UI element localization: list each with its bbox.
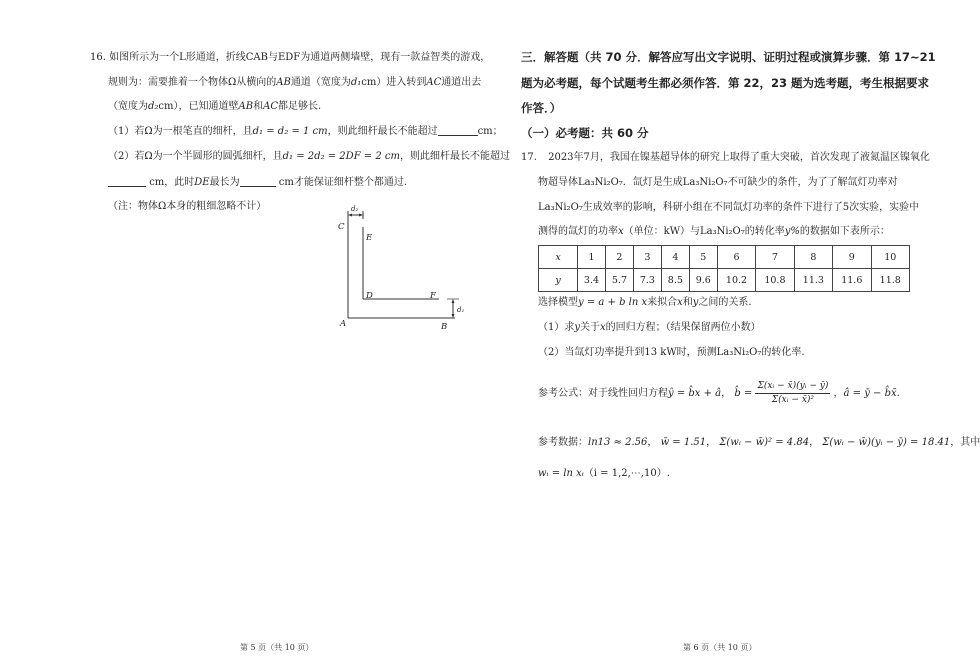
label-c: C bbox=[338, 222, 345, 232]
reference-data-cont: wᵢ = ln xᵢ（i = 1,2,⋯,10）. bbox=[538, 468, 670, 479]
table-cell: 7 bbox=[756, 246, 794, 269]
q16-line2: 规则为：需要推着一个物体Ω从横向的AB通道（宽度为d₁cm）进入转到AC通道出去 bbox=[108, 77, 482, 88]
table-row-y bbox=[539, 269, 910, 292]
question-number: 17. bbox=[521, 152, 537, 163]
q17-line2: 物超导体La₃Ni₂O₇．氙灯是生成La₃Ni₂O₇不可缺少的条件，为了了解氙灯功率对 bbox=[538, 177, 898, 188]
answer-blank[interactable] bbox=[438, 125, 478, 136]
table-row-x bbox=[539, 246, 910, 269]
table-header-x: x bbox=[539, 246, 578, 269]
q16-line3: （宽度为d₂cm），已知通道壁AB和AC都足够长. bbox=[108, 101, 322, 112]
q17-line4: 测得的氙灯的功率x（单位：kW）与La₃Ni₂O₇的转化率y%的数据如下表所示： bbox=[538, 226, 890, 237]
table-cell: 9.6 bbox=[689, 269, 717, 292]
q16-part2-cont: cm，此时DE最长为 cm才能保证细杆整个都通过. bbox=[108, 176, 407, 190]
label-d1: d₁ bbox=[457, 306, 465, 314]
table-cell: 11.3 bbox=[794, 269, 832, 292]
label-d: D bbox=[366, 291, 373, 301]
q17-line3: La₃Ni₂O₇生成效率的影响，科研小组在不同氙灯功率的条件下进行了5次实验，实验中 bbox=[538, 202, 920, 213]
table-cell: 10 bbox=[871, 246, 909, 269]
regression-fraction: $\frac{\text{Σ(xᵢ − x̄)(yᵢ − ȳ)}}{\text{Σ(xᵢ − x̄)²}}$ bbox=[757, 381, 829, 405]
table-cell: 8.5 bbox=[661, 269, 689, 292]
table-cell: 5 bbox=[689, 246, 717, 269]
table-cell: 6 bbox=[717, 246, 755, 269]
label-b: B bbox=[441, 322, 448, 332]
l-channel-figure bbox=[335, 205, 475, 335]
table-header-y: y bbox=[539, 269, 578, 292]
table-cell: 3.4 bbox=[578, 269, 606, 292]
table-cell: 7.3 bbox=[633, 269, 661, 292]
q16-part2: （2）若Ω为一个半圆形的圆弧细杆，且d₁ = 2d₂ = 2DF = 2 cm，则此细杆最长不能超过 bbox=[108, 151, 510, 162]
label-d2: d₂ bbox=[351, 205, 359, 213]
table-cell: 2 bbox=[605, 246, 633, 269]
table-cell: 11.8 bbox=[871, 269, 909, 292]
q17-sub1: （1）求y关于x的回归方程；（结果保留两位小数） bbox=[538, 322, 761, 333]
label-e: E bbox=[366, 233, 373, 243]
table-cell: 10.2 bbox=[717, 269, 755, 292]
page-footer-left: 第 5 页（共 10 页） bbox=[240, 643, 314, 652]
reference-data: 参考数据：ln13 ≈ 2.56， w̄ = 1.51， Σ(wᵢ − w̄)² = 4.84， Σ(wᵢ − w̄)(yᵢ − ȳ) = 18.41，其中 bbox=[538, 437, 980, 448]
table-cell: 9 bbox=[833, 246, 871, 269]
reference-formula: 参考公式：对于线性回归方程ŷ = b̂x + â， b̂ = $\frac{\text{Σ(xᵢ − x̄)(yᵢ − ȳ)}}{\text{Σ(xᵢ − x̄)²}}$ ，â = ȳ − b̂x̄. bbox=[538, 381, 900, 405]
table-cell: 1 bbox=[578, 246, 606, 269]
table-cell: 5.7 bbox=[605, 269, 633, 292]
table-cell: 3 bbox=[633, 246, 661, 269]
data-table bbox=[538, 245, 910, 292]
q17-model: 选择模型y = a + b ln x来拟合x和y之间的关系. bbox=[538, 297, 752, 308]
table-cell: 10.8 bbox=[756, 269, 794, 292]
page-footer-right: 第 6 页（共 10 页） bbox=[683, 643, 757, 652]
table-cell: 4 bbox=[661, 246, 689, 269]
label-a: A bbox=[340, 319, 347, 329]
section-heading-line2: 题为必考题，每个试题考生都必须作答．第 22，23 题为选考题，考生根据要求 bbox=[521, 76, 930, 90]
section-heading-line1: 三．解答题（共 70 分．解答应写出文字说明、证明过程或演算步骤．第 17~21 bbox=[521, 50, 936, 64]
q16-part1: （1）若Ω为一根笔直的细杆，且d₁ = d₂ = 1 cm，则此细杆最长不能超过 cm； bbox=[108, 126, 503, 137]
table-cell: 11.6 bbox=[833, 269, 871, 292]
q16-line1: 16. 如图所示为一个L形通道，折线CAB与EDF为通道两侧墙壁，现有一款益智类的游戏， bbox=[90, 52, 491, 63]
q17-sub2: （2）当氙灯功率提升到13 kW时，预测La₃Ni₂O₇的转化率. bbox=[538, 347, 805, 358]
part-one-heading: （一）必考题：共 60 分 bbox=[521, 126, 649, 140]
question-number: 16. bbox=[90, 52, 106, 63]
q17-line1: 17. 2023年7月，我国在镍基超导体的研究上取得了重大突破，首次发现了液氮温区镍氧化 bbox=[521, 152, 930, 163]
table-cell: 8 bbox=[794, 246, 832, 269]
section-heading-line3: 作答．） bbox=[521, 101, 562, 115]
answer-blank[interactable] bbox=[240, 176, 276, 187]
answer-blank[interactable] bbox=[108, 176, 146, 187]
q16-note: （注：物体Ω本身的粗细忽略不计） bbox=[108, 201, 267, 212]
label-f: F bbox=[430, 291, 436, 301]
